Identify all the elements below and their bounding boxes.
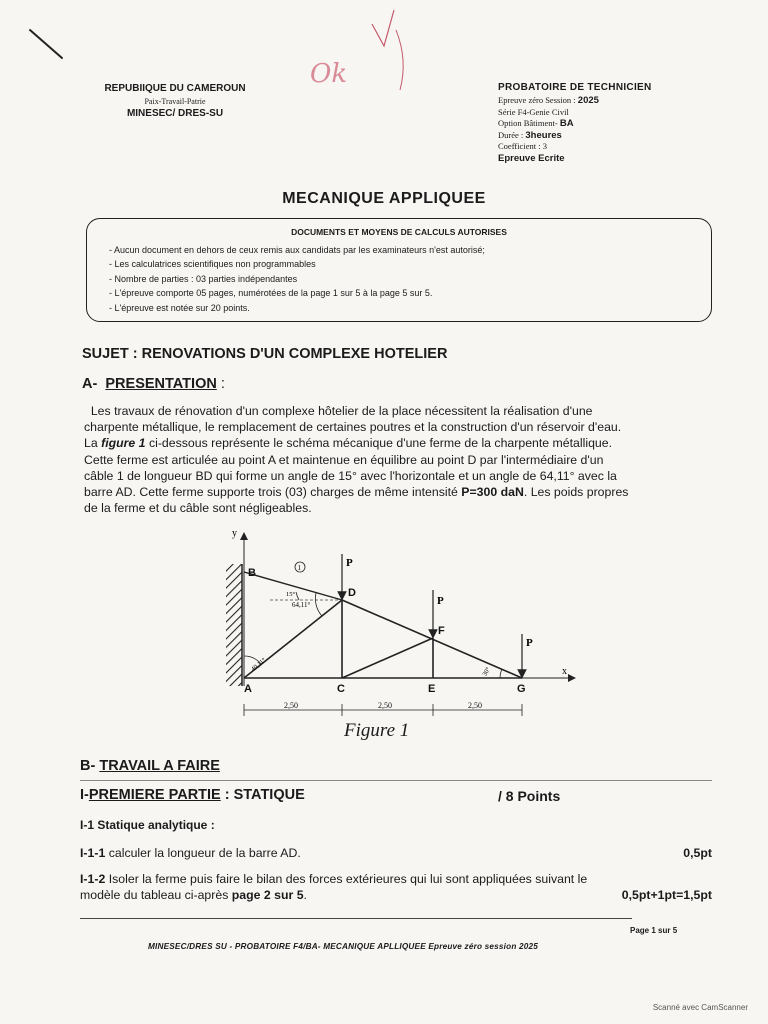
x-axis-label: x xyxy=(562,666,567,677)
handwritten-ok: Ok xyxy=(310,59,348,89)
wall-support xyxy=(226,564,242,686)
point-d: D xyxy=(348,587,356,599)
presentation-paragraph xyxy=(84,403,708,516)
exam-option: Option Bâtiment- BA xyxy=(498,118,574,129)
exam-type: Epreuve Ecrite xyxy=(498,152,565,164)
load-label-g: P xyxy=(526,637,533,649)
part1-points: / 8 Points xyxy=(498,788,561,804)
section-separator xyxy=(80,780,712,781)
question-1-1-2-line2: modèle du tableau ci-après page 2 sur 5. xyxy=(80,888,307,902)
documents-box-title: DOCUMENTS ET MOYENS DE CALCULS AUTORISES xyxy=(291,227,507,237)
exam-coefficient: Coefficient : 3 xyxy=(498,141,547,151)
point-c: C xyxy=(337,683,345,695)
documents-item: - Nombre de parties : 03 parties indépendantes xyxy=(109,273,298,284)
exam-name: PROBATOIRE DE TECHNICIEN xyxy=(498,82,652,93)
point-e: E xyxy=(428,683,436,695)
point-b: B xyxy=(248,567,256,579)
documents-item: - L'épreuve est notée sur 20 points. xyxy=(109,302,250,313)
point-f: F xyxy=(438,625,445,637)
footer-rule xyxy=(80,918,632,919)
exam-session: Epreuve zéro Session : 2025 xyxy=(498,95,599,106)
point-a: A xyxy=(244,683,252,695)
country-name: REPUBIIQUE DU CAMEROUN xyxy=(104,83,246,94)
documents-item: - L'épreuve comporte 05 pages, numérotées de la page 1 sur 5 à la page 5 sur 5. xyxy=(109,288,433,299)
angle-40-11: 40,11° xyxy=(249,656,268,674)
section-a-heading: A- PRESENTATION : xyxy=(82,376,225,392)
y-axis-label: y xyxy=(232,528,237,539)
statique-analytique-heading: I-1 Statique analytique : xyxy=(80,818,215,832)
exam-serie: Série F4-Genie Civil xyxy=(498,106,569,117)
dimension-eg: 2,50 xyxy=(468,701,482,710)
documents-item: - Aucun document en dehors de ceux remis aux candidats par les examinateurs n'est autorisé; xyxy=(109,245,485,255)
load-label-d: P xyxy=(346,557,353,569)
truss-figure xyxy=(200,520,580,725)
question-1-1-1: I-1-1 calculer la longueur de la barre AD. xyxy=(80,846,301,860)
paragraph-line: La figure 1 ci-dessous représente le schéma mécanique d'une ferme de la charpente métallique. xyxy=(84,436,613,451)
documents-list xyxy=(109,243,485,315)
scan-watermark: Scanné avec CamScanner xyxy=(652,1003,748,1012)
figure-reference: figure 1 xyxy=(101,436,146,451)
ministry: MINESEC/ DRES-SU xyxy=(126,108,224,119)
cable-id: 1 xyxy=(297,564,301,572)
angle-30: 30° xyxy=(481,666,493,678)
angle-15: 15° xyxy=(286,591,296,598)
paragraph-line: barre AD. Cette ferme supporte trois (03) charges de même intensité P=300 daN. Les poids propres xyxy=(84,485,629,500)
page-number: Page 1 sur 5 xyxy=(630,926,678,935)
country-motto: Paix-Travail-Patrie xyxy=(144,97,206,106)
documents-item: - Les calculatrices scientifiques non programmables xyxy=(109,259,316,270)
paragraph-line: de la ferme et du câble sont négligeables. xyxy=(84,501,312,516)
angle-64-11: 64,11° xyxy=(292,601,311,609)
paragraph-line: câble 1 de longueur BD qui forme un angle de 15° avec l'horizontale et un angle de 64,11° avec la xyxy=(84,468,617,483)
paragraph-line: Cette ferme est articulée au point A et maintenue en équilibre au point D par l'intermédiaire d'un xyxy=(84,452,604,467)
question-1-1-2-score: 0,5pt+1pt=1,5pt xyxy=(621,888,712,902)
paragraph-line: Les travaux de rénovation d'un complexe hôtelier de la place nécessitent la réalisation d'une xyxy=(90,404,593,418)
header-right xyxy=(498,81,718,164)
page-title: MECANIQUE APPLIQUEE xyxy=(282,190,486,207)
figure-caption: Figure 1 xyxy=(344,720,410,741)
load-label-f: P xyxy=(437,595,444,607)
question-1-1-2: I-1-2 Isoler la ferme puis faire le bilan des forces extérieures qui lui sont appliquées suivant le xyxy=(80,872,588,886)
part1-heading: I-PREMIERE PARTIE : STATIQUE xyxy=(80,787,305,803)
load-arrows xyxy=(342,554,522,674)
documents-box xyxy=(86,218,712,322)
point-g: G xyxy=(517,683,526,695)
subject-heading: SUJET : RENOVATIONS D'UN COMPLEXE HOTELIER xyxy=(82,346,448,362)
question-1-1-1-score: 0,5pt xyxy=(683,846,712,860)
exam-duration: Durée : 3heures xyxy=(498,129,562,141)
dimension-ce: 2,50 xyxy=(378,701,392,710)
truss-members xyxy=(244,600,522,678)
footer-text: MINESEC/DRES SU - PROBATOIRE F4/BA- MECANIQUE APLLIQUEE Epreuve zéro session 2025 xyxy=(148,942,539,951)
section-b-heading: B- TRAVAIL A FAIRE xyxy=(80,758,220,774)
dimension-ac: 2,50 xyxy=(284,701,298,710)
paragraph-line: charpente métallique, le remplacement de certaines poutres et la construction d'un réservoir d'eau. xyxy=(84,420,622,435)
header-left xyxy=(80,82,270,121)
